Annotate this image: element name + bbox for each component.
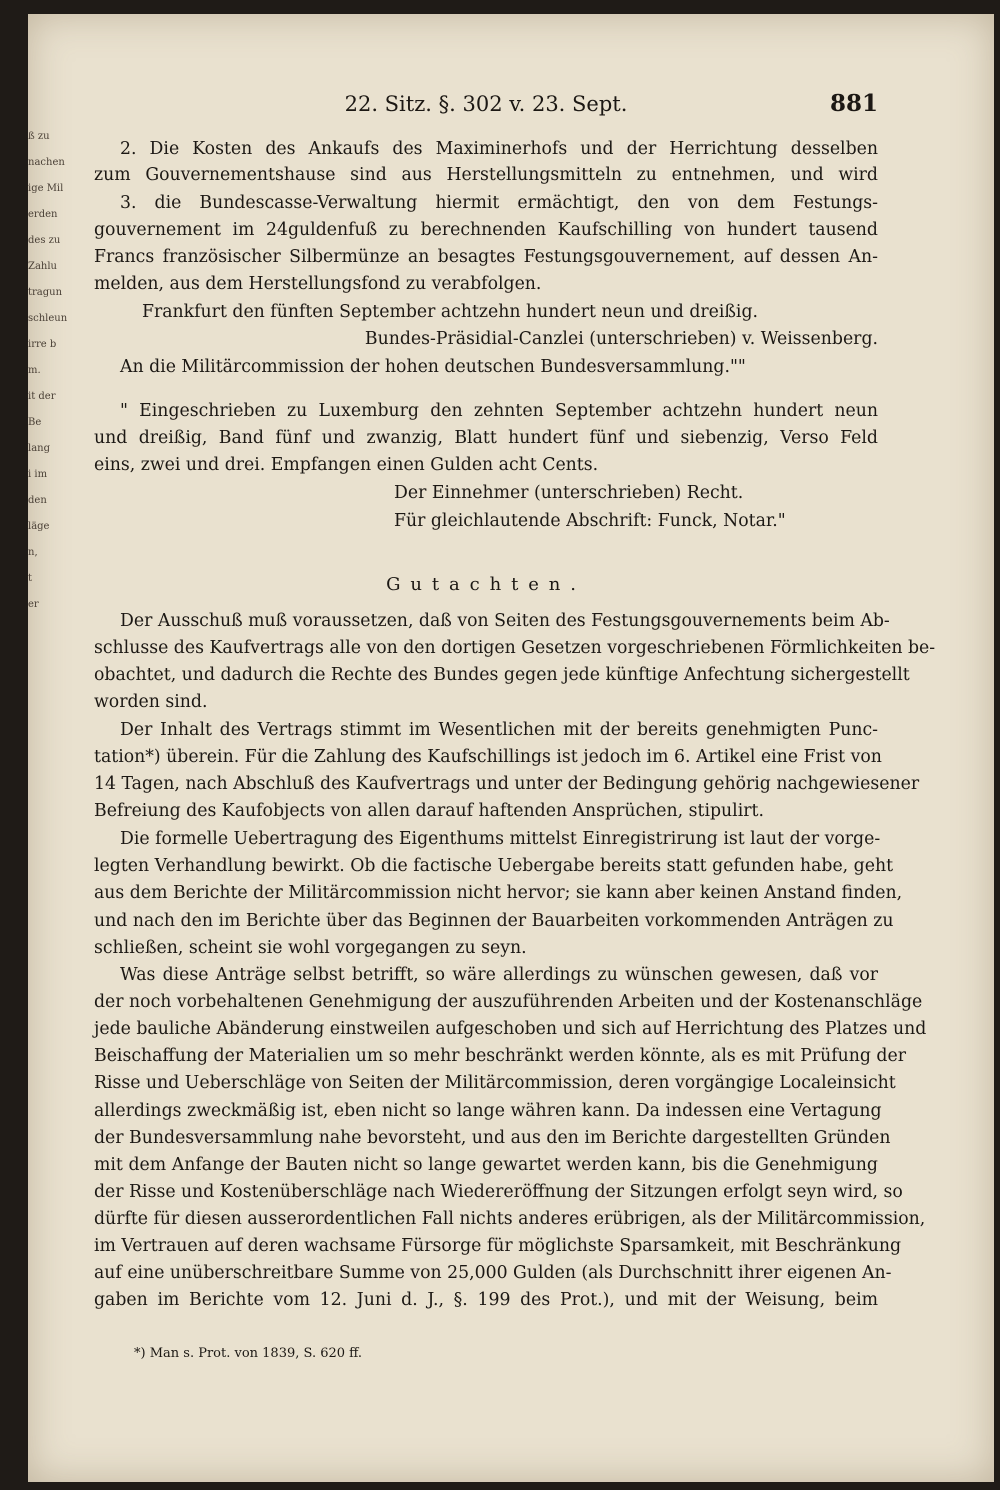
text-line: allerdings zweckmäßig ist, eben nicht so lange währen kann. Da indessen eine Vertagung: [94, 1101, 882, 1121]
margin-fragment: ß zu: [28, 131, 50, 142]
text-line: der Risse und Kostenüberschläge nach Wiedereröffnung der Sitzungen erfolgt seyn wird, so: [94, 1182, 903, 1202]
text-line: An die Militärcommission der hohen deutschen Bundesversammlung."": [120, 357, 746, 377]
text-line: jede bauliche Abänderung einstweilen aufgeschoben und sich auf Herrichtung des Platzes und: [94, 1019, 927, 1039]
running-title: 22. Sitz. §. 302 v. 23. Sept.: [344, 92, 628, 116]
document-page: [28, 14, 994, 1482]
text-line: dürfte für diesen ausserordentlichen Fall nichts anderes erübrigen, als der Militärcommission,: [94, 1209, 926, 1229]
text-line: worden sind.: [94, 692, 208, 712]
text-line: 3. die Bundescasse-Verwaltung hiermit ermächtigt, den von dem Festungs-: [120, 193, 878, 213]
margin-fragment: lang: [28, 443, 51, 454]
margin-fragment: läge: [28, 521, 50, 532]
text-line: aus dem Berichte der Militärcommission nicht hervor; sie kann aber keinen Anstand finden,: [94, 883, 903, 903]
text-line: zum Gouvernementshause sind aus Herstellungsmitteln zu entnehmen, und wird: [94, 165, 878, 185]
margin-fragment: nachen: [28, 157, 65, 168]
text-line: und dreißig, Band fünf und zwanzig, Blatt hundert fünf und siebenzig, Verso Feld: [94, 428, 878, 448]
text-line: tation*) überein. Für die Zahlung des Kaufschillings ist jedoch im 6. Artikel eine Frist von: [94, 747, 882, 767]
text-line: eins, zwei und drei. Empfangen einen Gulden acht Cents.: [94, 455, 599, 475]
margin-fragment: i im: [28, 469, 48, 480]
text-line: " Eingeschrieben zu Luxemburg den zehnten September achtzehn hundert neun: [120, 401, 878, 421]
margin-fragment: den: [28, 495, 47, 506]
text-line: legten Verhandlung bewirkt. Ob die factische Uebergabe bereits statt gefunden habe, geht: [94, 856, 894, 876]
margin-fragment: t: [28, 573, 33, 584]
text-line: Risse und Ueberschläge von Seiten der Militärcommission, deren vorgängige Localeinsicht: [94, 1073, 896, 1093]
text-line: Die formelle Uebertragung des Eigenthums mittelst Einregistrirung ist laut der vorge-: [120, 829, 881, 849]
margin-fragment: Be: [28, 417, 42, 428]
text-line: im Vertrauen auf deren wachsame Fürsorge für möglichste Sparsamkeit, mit Beschränkung: [94, 1236, 902, 1256]
text-line: und nach den im Berichte über das Beginnen der Bauarbeiten vorkommenden Anträgen zu: [94, 911, 894, 931]
text-line: mit dem Anfange der Bauten nicht so lange gewartet werden kann, bis die Genehmigung: [94, 1155, 878, 1175]
text-line: 2. Die Kosten des Ankaufs des Maximinerhofs und der Herrichtung desselben: [120, 139, 878, 159]
text-line: Der Ausschuß muß voraussetzen, daß von Seiten des Festungsgouvernements beim Ab-: [120, 611, 890, 631]
margin-fragment: irre b: [28, 339, 57, 350]
text-line: Bundes-Präsidial-Canzlei (unterschrieben) v. Weissenberg.: [364, 329, 878, 349]
margin-fragment: schleun: [28, 313, 68, 324]
text-line: Frankfurt den fünften September achtzehn hundert neun und dreißig.: [142, 302, 759, 322]
text-line: schließen, scheint sie wohl vorgegangen zu seyn.: [94, 938, 527, 958]
margin-fragment: n,: [28, 547, 38, 558]
margin-fragment: m.: [28, 365, 41, 376]
margin-fragment: Zahlu: [28, 261, 57, 272]
text-line: Befreiung des Kaufobjects von allen darauf haftenden Ansprüchen, stipulirt.: [94, 801, 764, 821]
margin-fragment: tragun: [28, 287, 63, 298]
text-line: auf eine unüberschreitbare Summe von 25,000 Gulden (als Durchschnitt ihrer eigenen An-: [94, 1263, 892, 1283]
text-line: 14 Tagen, nach Abschluß des Kaufvertrags und unter der Bedingung gehörig nachgewiesener: [94, 774, 920, 794]
text-line: Francs französischer Silbermünze an besagtes Festungsgouvernement, auf dessen An-: [94, 247, 878, 267]
margin-fragment: it der: [28, 391, 56, 402]
text-line: Für gleichlautende Abschrift: Funck, Notar.": [394, 511, 786, 531]
margin-fragment: des zu: [28, 235, 61, 246]
margin-fragment: ige Mil: [28, 183, 64, 194]
page-header: [94, 86, 878, 126]
text-line: gaben im Berichte vom 12. Juni d. J., §. 199 des Prot.), und mit der Weisung, beim: [94, 1290, 878, 1310]
page-number: 881: [829, 90, 878, 117]
text-line: der noch vorbehaltenen Genehmigung der auszuführenden Arbeiten und der Kostenanschläge: [94, 992, 923, 1012]
text-line: Der Inhalt des Vertrags stimmt im Wesentlichen mit der bereits genehmigten Punc-: [120, 720, 878, 740]
text-line: der Bundesversammlung nahe bevorsteht, und aus den im Berichte dargestellten Gründen: [94, 1128, 891, 1148]
text-line: Was diese Anträge selbst betrifft, so wäre allerdings zu wünschen gewesen, daß vor: [120, 965, 878, 985]
text-line: melden, aus dem Herstellungsfond zu verabfolgen.: [94, 274, 542, 294]
margin-fragment: erden: [28, 209, 58, 220]
section-heading: Gutachten.: [386, 574, 586, 595]
adjacent-page-margin-fragments: [28, 124, 68, 884]
text-line: obachtet, und dadurch die Rechte des Bundes gegen jede künftige Anfechtung sichergestellt: [94, 665, 910, 685]
text-line: Der Einnehmer (unterschrieben) Recht.: [394, 483, 744, 503]
text-line: gouvernement im 24guldenfuß zu berechnenden Kaufschilling von hundert tausend: [94, 220, 878, 240]
footnote: *) Man s. Prot. von 1839, S. 620 ff.: [134, 1346, 363, 1361]
text-line: schlusse des Kaufvertrags alle von den dortigen Gesetzen vorgeschriebenen Förmlichkeiten be-: [94, 638, 936, 658]
margin-fragment: er: [28, 599, 39, 610]
text-line: Beischaffung der Materialien um so mehr beschränkt werden könnte, als es mit Prüfung der: [94, 1046, 906, 1066]
